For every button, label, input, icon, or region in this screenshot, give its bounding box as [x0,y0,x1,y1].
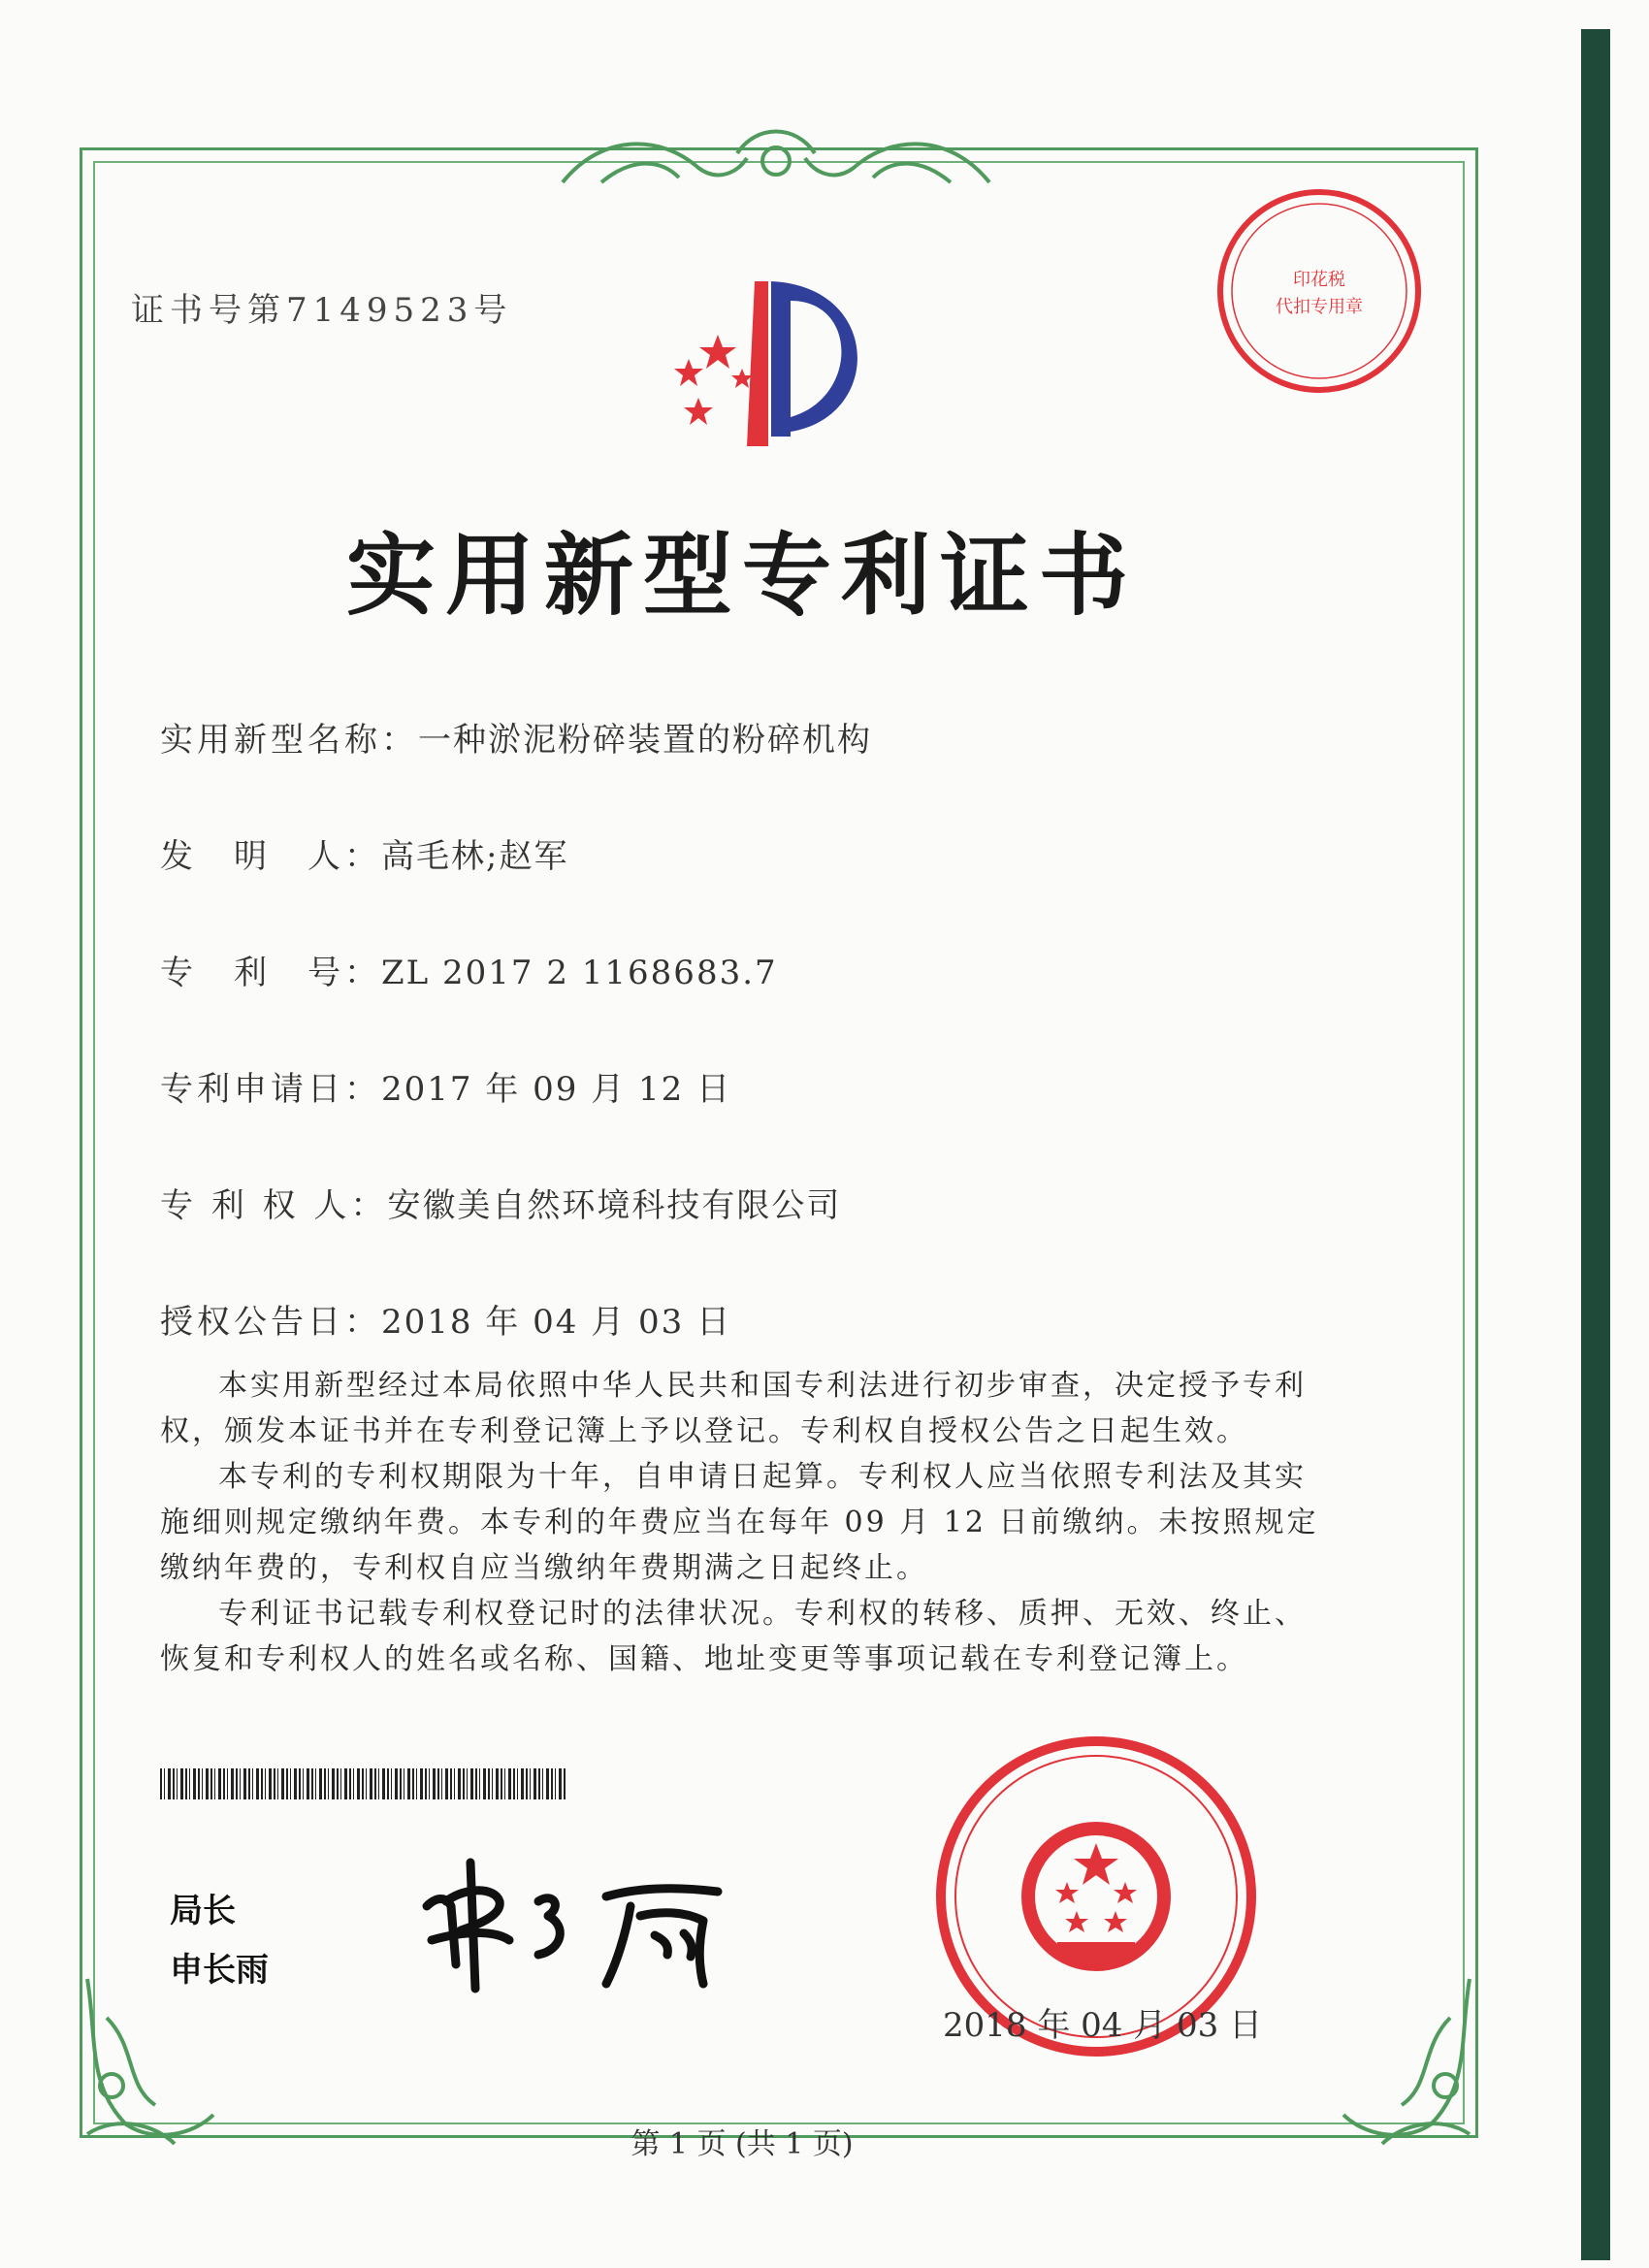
sipo-logo [640,262,892,456]
binding-edge [1581,29,1610,2260]
field-value: 安徽美自然环境科技有限公司 [387,1186,842,1225]
director-signature [407,1848,776,1993]
field-label: 专 利 权 人： [160,1186,388,1225]
field-application-date [160,1062,731,1110]
page-number: 第 1 页 (共 1 页) [630,2127,854,2161]
field-value: 2017 年 09 月 12 日 [381,1070,732,1109]
body-paragraph: 本实用新型经过本局依照中华人民共和国专利法进行初步审查，决定授予专利权，颁发本证书并在专利登记簿上予以登记。专利权自授权公告之日起生效。 [160,1369,1307,1448]
field-name [160,713,872,761]
field-patent-number [160,946,778,993]
document-title: 实用新型专利证书 [345,523,1138,628]
seal-date: 2018 年 04 月 03 日 [943,2006,1263,2045]
tax-stamp-line1: 印花税 [1293,270,1345,290]
field-inventor [160,829,568,877]
certificate-body [160,1363,1319,1682]
field-patentee [160,1179,841,1226]
field-value: 2018 年 04 月 03 日 [381,1303,732,1342]
field-value: ZL 2017 2 1168683.7 [381,954,778,992]
field-grant-date [160,1295,731,1343]
barcode [160,1768,566,1799]
field-label: 专 利 号： [160,954,381,992]
body-paragraph: 本专利的专利权期限为十年，自申请日起算。专利权人应当依照专利法及其实施细则规定缴纳年费。本专利的年费应当在每年 09 月 12 日前缴纳。未按照规定缴纳年费的，专利权自应当缴纳年费期满之日起终止。 [160,1460,1319,1585]
director-name: 申长雨 [170,1951,269,1990]
certificate-number: 证书号第7149523号 [131,291,513,330]
field-value: 高毛林;赵军 [381,837,569,876]
top-ornament [543,114,1009,202]
field-label: 授权公告日： [160,1303,381,1342]
tax-stamp [1212,184,1426,398]
director-title: 局长 [170,1892,236,1930]
field-label: 发 明 人： [160,837,381,876]
body-paragraph: 专利证书记载专利权登记时的法律状况。专利权的转移、质押、无效、终止、恢复和专利权人的姓名或名称、国籍、地址变更等事项记载在专利登记簿上。 [160,1597,1307,1676]
field-label: 专利申请日： [160,1070,381,1109]
field-value: 一种淤泥粉碎装置的粉碎机构 [418,721,872,760]
tax-stamp-line2: 代扣专用章 [1276,297,1363,317]
field-label: 实用新型名称： [160,721,418,760]
